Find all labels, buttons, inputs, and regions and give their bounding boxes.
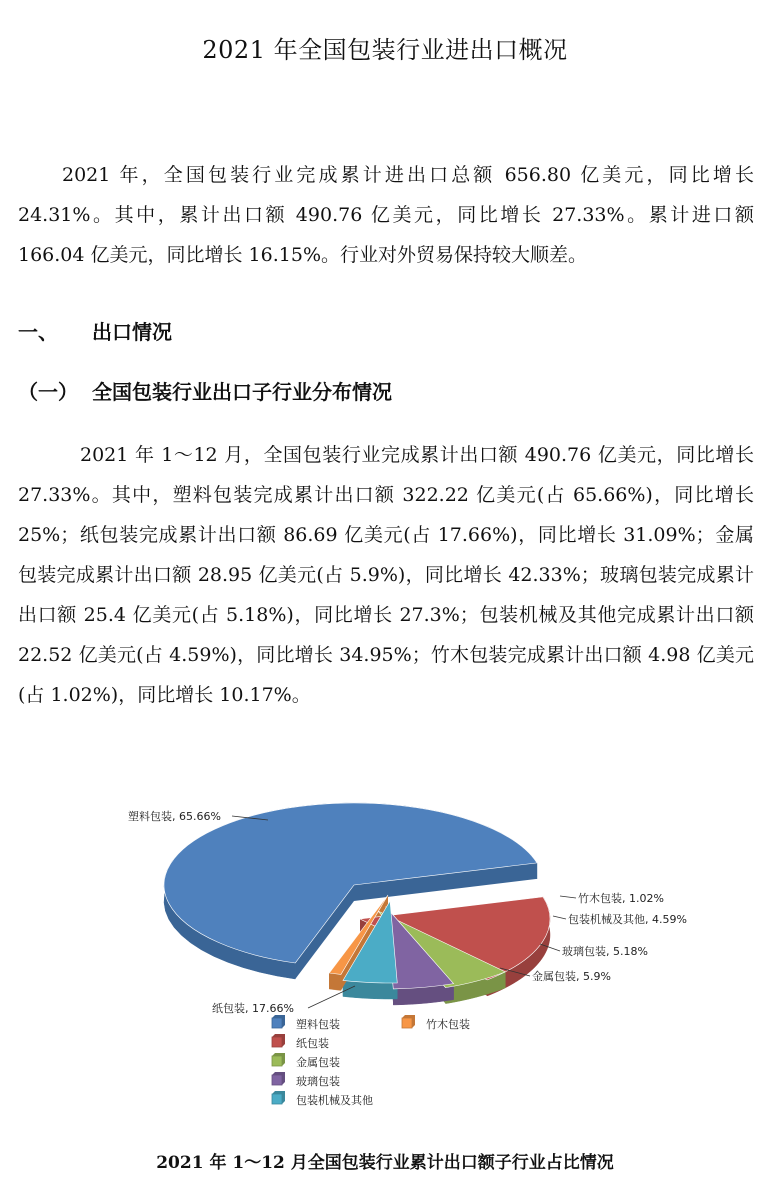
- legend-label: 竹木包装: [426, 1018, 470, 1031]
- legend-item: [272, 1072, 340, 1088]
- export-breakdown-paragraph: [18, 435, 754, 715]
- legend-swatch: [402, 1018, 412, 1028]
- subsection-title: 全国包装行业出口子行业分布情况: [92, 380, 392, 404]
- section-heading-export: [18, 316, 172, 345]
- legend-label: 塑料包装: [296, 1018, 340, 1031]
- legend-swatch: [272, 1094, 282, 1104]
- legend-swatch: [272, 1075, 282, 1085]
- page-title: 2021 年全国包装行业进出口概况: [202, 36, 568, 64]
- legend-label: 玻璃包装: [296, 1075, 340, 1088]
- legend-swatch: [272, 1018, 282, 1028]
- legend-item: [272, 1015, 340, 1031]
- pie-chart-container: [0, 790, 770, 1150]
- pie-slice: [343, 901, 397, 983]
- legend-item: [272, 1034, 329, 1050]
- legend-item: [272, 1091, 373, 1107]
- pie-slice-label: 金属包装, 5.9%: [532, 970, 611, 983]
- pie-label-leader: [553, 916, 566, 919]
- chart-caption: 2021 年 1～12 月全国包装行业累计出口额子行业占比情况: [156, 1153, 614, 1173]
- intro-paragraph-text: 2021 年，全国包装行业完成累计进出口总额 656.80 亿美元，同比增长 24.31%。其中，累计出口额 490.76 亿美元，同比增长 27.33%。累计进口额 166.04 亿美元，同比增长 16.15%。行业对外贸易保持较大顺差。: [18, 164, 754, 266]
- legend-label: 包装机械及其他: [296, 1094, 373, 1107]
- pie-label-leader: [560, 896, 576, 898]
- legend-label: 纸包装: [296, 1037, 329, 1050]
- legend-swatch: [272, 1056, 282, 1066]
- legend-swatch: [272, 1037, 282, 1047]
- section-number: 一、: [18, 320, 58, 344]
- chart-legend: [272, 1015, 470, 1107]
- legend-label: 金属包装: [296, 1056, 340, 1069]
- legend-item: [272, 1053, 340, 1069]
- pie-slice-label: 玻璃包装, 5.18%: [562, 945, 648, 958]
- pie-slice-label: 纸包装, 17.66%: [212, 1002, 294, 1015]
- legend-item: [402, 1015, 470, 1031]
- subsection-heading: [18, 376, 392, 405]
- section-title: 出口情况: [92, 320, 172, 344]
- pie-slice-label: 竹木包装, 1.02%: [578, 892, 664, 905]
- subsection-number: （一）: [18, 380, 78, 404]
- pie-chart: [0, 790, 770, 1150]
- pie-slice-label: 包装机械及其他, 4.59%: [568, 913, 687, 926]
- pie-slice-label: 塑料包装, 65.66%: [128, 810, 221, 823]
- intro-paragraph: [18, 155, 754, 275]
- export-breakdown-text: 2021 年 1～12 月，全国包装行业完成累计出口额 490.76 亿美元，同比增长 27.33%。其中，塑料包装完成累计出口额 322.22 亿美元(占 65.66%)，同比增长 25%；纸包装完成累计出口额 86.69 亿美元(占 17.66%)，同比增长 31.09%；金属包装完成累计出口额 28.95 亿美元(占 5.9%)，同比增长 42.33%；玻璃包装完成累计出口额 25.4 亿美元(占 5.18%)，同比增长 27.3%；包装机械及其他完成累计出口额 22.52 亿美元(占 4.59%)，同比增长 34.95%；竹木包装完成累计出口额 4.98 亿美元(占 1.02%)，同比增长 10.17%。: [18, 444, 754, 706]
